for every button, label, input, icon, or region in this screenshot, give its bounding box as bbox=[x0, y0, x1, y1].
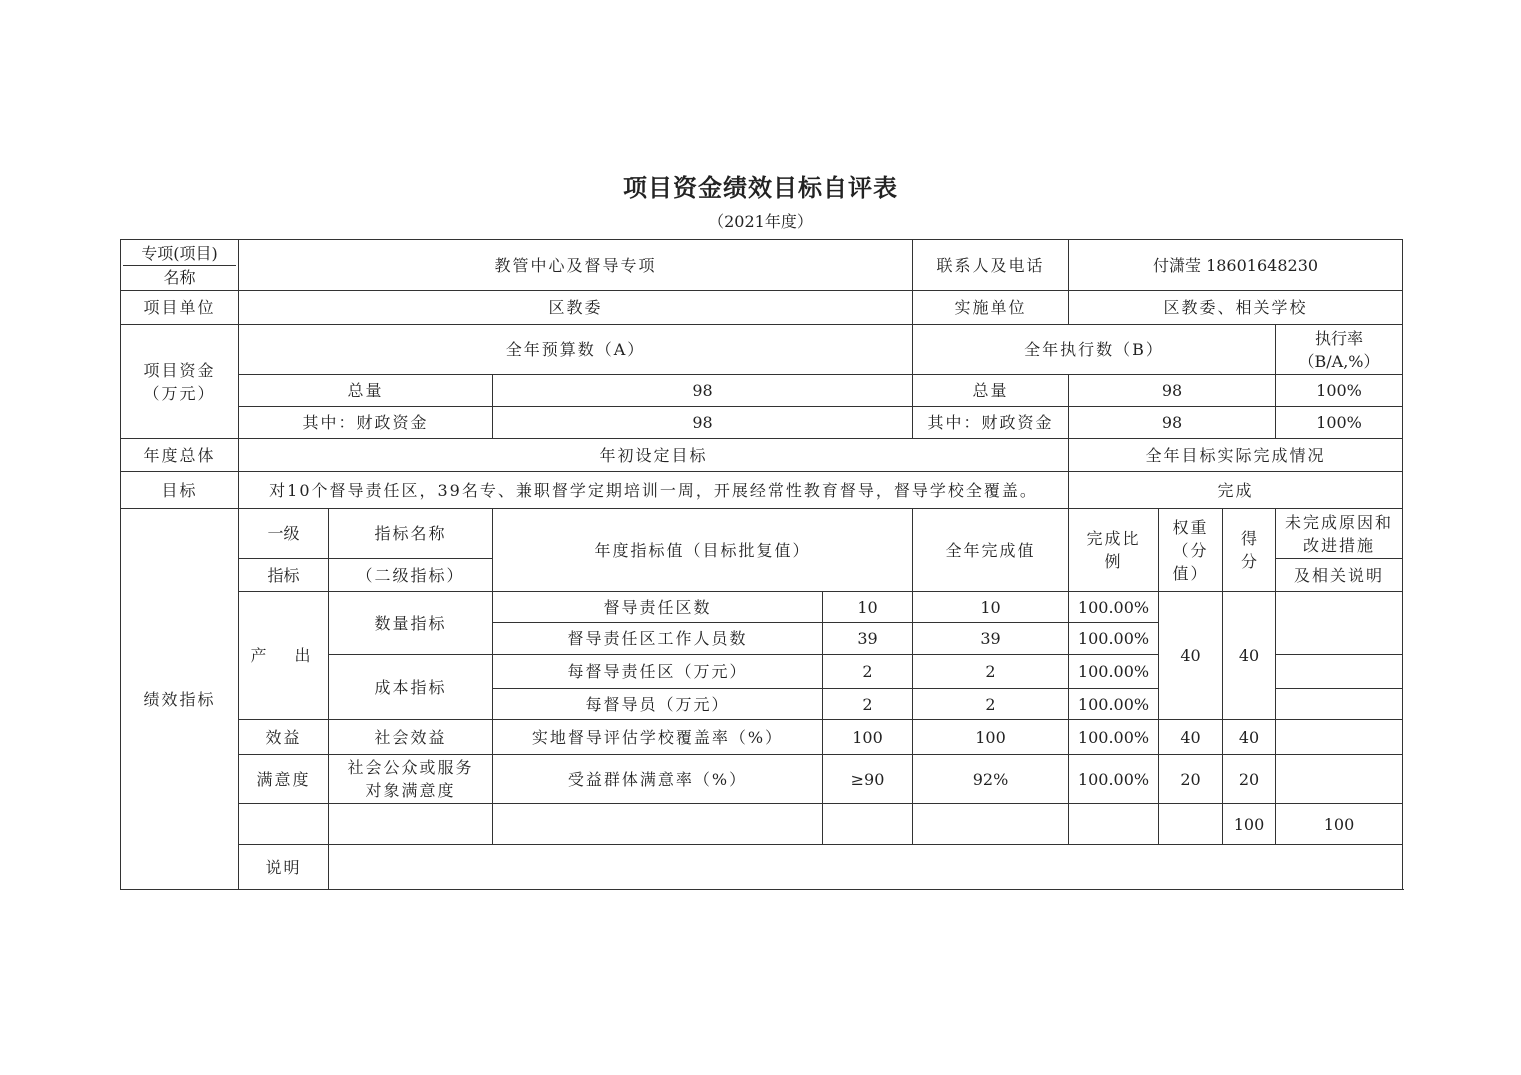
funds-fiscal-label: 其中：财政资金 bbox=[239, 407, 493, 439]
perf-note-header-b: 及相关说明 bbox=[1276, 559, 1403, 592]
note-label: 说明 bbox=[239, 845, 329, 890]
contact-value: 付潇莹 18601648230 bbox=[1069, 240, 1403, 291]
project-unit-value: 区教委 bbox=[239, 291, 913, 325]
perf-done-header: 全年完成值 bbox=[913, 509, 1069, 592]
total-blank-6 bbox=[1069, 804, 1159, 845]
row-project-name bbox=[121, 240, 1403, 291]
output-note-cost-2 bbox=[1276, 689, 1403, 720]
indicator-done: 39 bbox=[913, 623, 1069, 655]
perf-note-header-a: 未完成原因和改进措施 bbox=[1276, 509, 1403, 559]
table-row bbox=[121, 592, 1403, 623]
exec-header: 全年执行数（B） bbox=[913, 325, 1276, 375]
evaluation-table bbox=[120, 239, 1403, 890]
funds-fiscal-exec-label: 其中：财政资金 bbox=[913, 407, 1069, 439]
indicator-done: 2 bbox=[913, 655, 1069, 689]
project-name-value: 教管中心及督导专项 bbox=[239, 240, 913, 291]
goal-actual-header: 全年目标实际完成情况 bbox=[1069, 439, 1403, 472]
social-benefit-label: 社会效益 bbox=[329, 720, 493, 755]
row-perf-header-1 bbox=[121, 509, 1403, 559]
total-blank-5 bbox=[913, 804, 1069, 845]
total-blank-2 bbox=[329, 804, 493, 845]
funds-total-label: 总量 bbox=[239, 375, 493, 407]
perf-score-header: 得分 bbox=[1223, 509, 1276, 592]
benefit-weight: 40 bbox=[1159, 720, 1223, 755]
indicator-target: 100 bbox=[823, 720, 913, 755]
output-note-cost-1 bbox=[1276, 655, 1403, 689]
project-name-label-line1: 专项(项目) bbox=[141, 243, 218, 263]
goal-actual-text: 完成 bbox=[1069, 472, 1403, 509]
project-unit-label: 项目单位 bbox=[121, 291, 239, 325]
indicator-ratio: 100.00% bbox=[1069, 623, 1159, 655]
funds-label-line1: 项目资金 bbox=[143, 360, 216, 380]
indicator-ratio: 100.00% bbox=[1069, 720, 1159, 755]
funds-fiscal-rate: 100% bbox=[1276, 407, 1403, 439]
indicator-done: 10 bbox=[913, 592, 1069, 623]
satisfaction-note bbox=[1276, 755, 1403, 804]
funds-label bbox=[121, 325, 239, 439]
satisfaction-score: 20 bbox=[1223, 755, 1276, 804]
indicator-ratio: 100.00% bbox=[1069, 755, 1159, 804]
indicator-name: 实地督导评估学校覆盖率（%） bbox=[493, 720, 823, 755]
contact-label: 联系人及电话 bbox=[913, 240, 1069, 291]
indicator-name: 每督导员（万元） bbox=[493, 689, 823, 720]
goal-target-text: 对10个督导责任区，39名专、兼职督学定期培训一周，开展经常性教育督导，督导学校全覆盖。 bbox=[239, 472, 1069, 509]
funds-fiscal-budget: 98 bbox=[493, 407, 913, 439]
row-funds-header bbox=[121, 325, 1403, 375]
indicator-name: 每督导责任区（万元） bbox=[493, 655, 823, 689]
row-goal-content bbox=[121, 472, 1403, 509]
funds-total-exec-label: 总量 bbox=[913, 375, 1069, 407]
funds-total-budget: 98 bbox=[493, 375, 913, 407]
indicator-target: 2 bbox=[823, 689, 913, 720]
indicator-ratio: 100.00% bbox=[1069, 689, 1159, 720]
project-name-label-line2: 名称 bbox=[123, 265, 236, 289]
table-row bbox=[121, 755, 1403, 804]
table-row bbox=[121, 720, 1403, 755]
satisfaction-weight: 20 bbox=[1159, 755, 1223, 804]
impl-unit-label: 实施单位 bbox=[913, 291, 1069, 325]
rate-header-line2: （B/A,%） bbox=[1298, 351, 1380, 371]
quantity-label: 数量指标 bbox=[329, 592, 493, 655]
project-name-label bbox=[121, 240, 239, 291]
indicator-done: 92% bbox=[913, 755, 1069, 804]
total-weight: 100 bbox=[1223, 804, 1276, 845]
indicator-target: ≥90 bbox=[823, 755, 913, 804]
perf-value-header: 年度指标值（目标批复值） bbox=[493, 509, 913, 592]
funds-total-exec: 98 bbox=[1069, 375, 1276, 407]
total-blank-3 bbox=[493, 804, 823, 845]
perf-name-header-a: 指标名称 bbox=[329, 509, 493, 559]
output-weight: 40 bbox=[1159, 592, 1223, 720]
benefit-note bbox=[1276, 720, 1403, 755]
perf-ratio-header: 完成比例 bbox=[1069, 509, 1159, 592]
rate-header bbox=[1276, 325, 1403, 375]
goal-label-line2: 目标 bbox=[121, 472, 239, 509]
indicator-name: 督导责任区数 bbox=[493, 592, 823, 623]
satisfaction-sub-label: 社会公众或服务对象满意度 bbox=[329, 755, 493, 804]
benefit-label: 效益 bbox=[239, 720, 329, 755]
total-blank-1 bbox=[239, 804, 329, 845]
goal-label-line1: 年度总体 bbox=[121, 439, 239, 472]
page-title: 项目资金绩效目标自评表 bbox=[623, 174, 898, 202]
perf-name-header-b: （二级指标） bbox=[329, 559, 493, 592]
indicator-target: 2 bbox=[823, 655, 913, 689]
indicator-ratio: 100.00% bbox=[1069, 592, 1159, 623]
funds-total-rate: 100% bbox=[1276, 375, 1403, 407]
impl-unit-value: 区教委、相关学校 bbox=[1069, 291, 1403, 325]
benefit-score: 40 bbox=[1223, 720, 1276, 755]
row-goal-header bbox=[121, 439, 1403, 472]
row-total bbox=[121, 804, 1403, 845]
perf-label: 绩效指标 bbox=[121, 509, 239, 890]
funds-label-line2: （万元） bbox=[143, 383, 216, 403]
indicator-done: 100 bbox=[913, 720, 1069, 755]
budget-header: 全年预算数（A） bbox=[239, 325, 913, 375]
output-label: 产 出 bbox=[239, 592, 329, 720]
indicator-name: 受益群体满意率（%） bbox=[493, 755, 823, 804]
total-blank-4 bbox=[823, 804, 913, 845]
funds-fiscal-exec: 98 bbox=[1069, 407, 1276, 439]
output-score: 40 bbox=[1223, 592, 1276, 720]
perf-level1-header-b: 指标 bbox=[239, 559, 329, 592]
rate-header-line1: 执行率 bbox=[1315, 328, 1364, 348]
indicator-target: 39 bbox=[823, 623, 913, 655]
perf-weight-header: 权重（分值） bbox=[1159, 509, 1223, 592]
output-note-quantity bbox=[1276, 592, 1403, 655]
page-subtitle: （2021年度） bbox=[708, 212, 813, 231]
satisfaction-label: 满意度 bbox=[239, 755, 329, 804]
indicator-done: 2 bbox=[913, 689, 1069, 720]
total-blank-7 bbox=[1159, 804, 1223, 845]
row-funds-total bbox=[121, 375, 1403, 407]
total-score: 100 bbox=[1276, 804, 1403, 845]
indicator-ratio: 100.00% bbox=[1069, 655, 1159, 689]
indicator-name: 督导责任区工作人员数 bbox=[493, 623, 823, 655]
cost-label: 成本指标 bbox=[329, 655, 493, 720]
perf-level1-header-a: 一级 bbox=[239, 509, 329, 559]
note-content bbox=[329, 845, 1403, 890]
indicator-target: 10 bbox=[823, 592, 913, 623]
goal-target-header: 年初设定目标 bbox=[239, 439, 1069, 472]
row-funds-fiscal bbox=[121, 407, 1403, 439]
row-project-unit bbox=[121, 291, 1403, 325]
row-note bbox=[121, 845, 1403, 890]
